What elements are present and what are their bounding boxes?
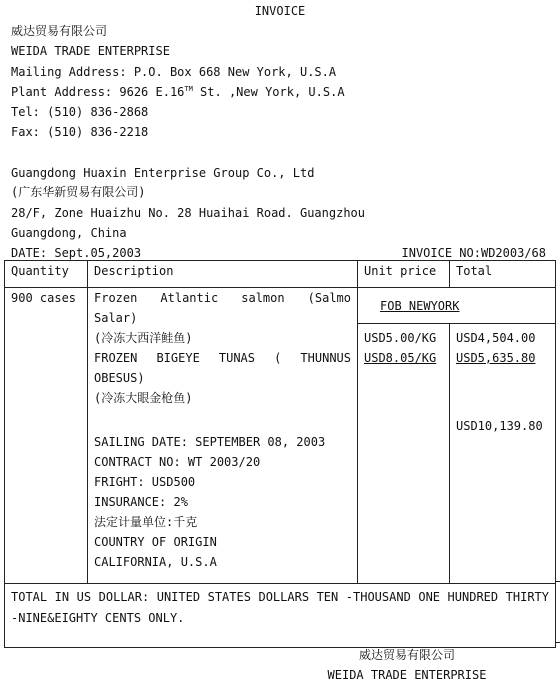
table-total-row — [5, 584, 556, 648]
seller-mailing-address: Mailing Address: P.O. Box 668 New York, U.S.A — [11, 65, 337, 79]
signature-name-en: WEIDA TRADE ENTERPRISE — [327, 668, 487, 682]
item-2-description-en: FROZEN BIGEYE TUNAS ( THUNNUS OBESUS) — [94, 351, 351, 385]
header-total: Total — [450, 261, 556, 288]
item-2-description-cn: (冷冻大眼金枪鱼) — [94, 391, 193, 405]
detail-contract-no: CONTRACT NO: WT 2003/20 — [94, 455, 261, 469]
item-1-description-cn: (冷冻大西洋鲑鱼) — [94, 331, 193, 345]
buyer-address-1: 28/F, Zone Huaizhu No. 28 Huaihai Road. Guangzhou — [11, 206, 366, 220]
quantity-cell: 900 cases — [5, 288, 88, 584]
detail-insurance: INSURANCE: 2% — [94, 495, 188, 509]
plant-address-rest: St. ,New York, U.S.A — [192, 85, 345, 99]
plant-address-superscript: TM — [184, 85, 193, 93]
seller-tel: Tel: (510) 836-2868 — [11, 105, 149, 119]
total-column — [450, 324, 555, 583]
header-unit-price: Unit price — [358, 261, 450, 288]
document-title: INVOICE — [254, 4, 306, 18]
description-spacer — [94, 408, 351, 432]
invoice-date: DATE: Sept.05,2003 — [11, 246, 142, 260]
header-description: Description — [88, 261, 358, 288]
seller-plant-address — [11, 82, 345, 102]
price-terms-label: FOB NEWYORK — [380, 299, 460, 313]
description-cell — [88, 288, 358, 584]
invoice-table — [4, 260, 556, 648]
invoice-number: INVOICE NO:WD2003/68 — [401, 246, 546, 260]
price-columns — [358, 324, 555, 583]
buyer-name-cn: (广东华新贸易有限公司) — [11, 185, 146, 199]
item-1-total: USD4,504.00 — [456, 331, 536, 345]
seller-fax: Fax: (510) 836-2218 — [11, 125, 149, 139]
detail-sailing-date: SAILING DATE: SEPTEMBER 08, 2003 — [94, 435, 326, 449]
detail-origin-location: CALIFORNIA, U.S.A — [94, 555, 217, 569]
seller-name-en: WEIDA TRADE ENTERPRISE — [11, 44, 170, 58]
detail-unit-of-measure: 法定计量单位:千克 — [94, 515, 198, 529]
signature-name-cn: 威达贸易有限公司 — [358, 648, 455, 662]
item-2-total: USD5,635.80 — [456, 351, 536, 365]
table-edge-mark — [555, 581, 560, 643]
item-1-unit-price: USD5.00/KG — [364, 331, 437, 345]
table-body-row — [5, 288, 556, 584]
header-quantity: Quantity — [5, 261, 88, 288]
item-1-description-en: Frozen Atlantic salmon (Salmo Salar) — [94, 291, 351, 325]
item-2-unit-price: USD8.05/KG — [364, 351, 437, 365]
buyer-name-en: Guangdong Huaxin Enterprise Group Co., Ltd — [11, 166, 315, 180]
pricing-cell — [358, 288, 556, 584]
unit-price-column — [358, 324, 450, 583]
price-terms — [358, 288, 555, 324]
seller-name-cn: 威达贸易有限公司 — [11, 24, 108, 38]
detail-freight: FRIGHT: USD500 — [94, 475, 196, 489]
table-header-row — [5, 261, 556, 288]
plant-address-main: Plant Address: 9626 E.16 — [11, 85, 185, 99]
buyer-address-2: Guangdong, China — [11, 226, 127, 240]
grand-total: USD10,139.80 — [456, 419, 543, 433]
detail-country-of-origin: COUNTRY OF ORIGIN — [94, 535, 217, 549]
total-in-words: TOTAL IN US DOLLAR: UNITED STATES DOLLARS TEN -THOUSAND ONE HUNDRED THIRTY -NINE&EIGHTY CENTS ONLY. — [5, 584, 556, 648]
